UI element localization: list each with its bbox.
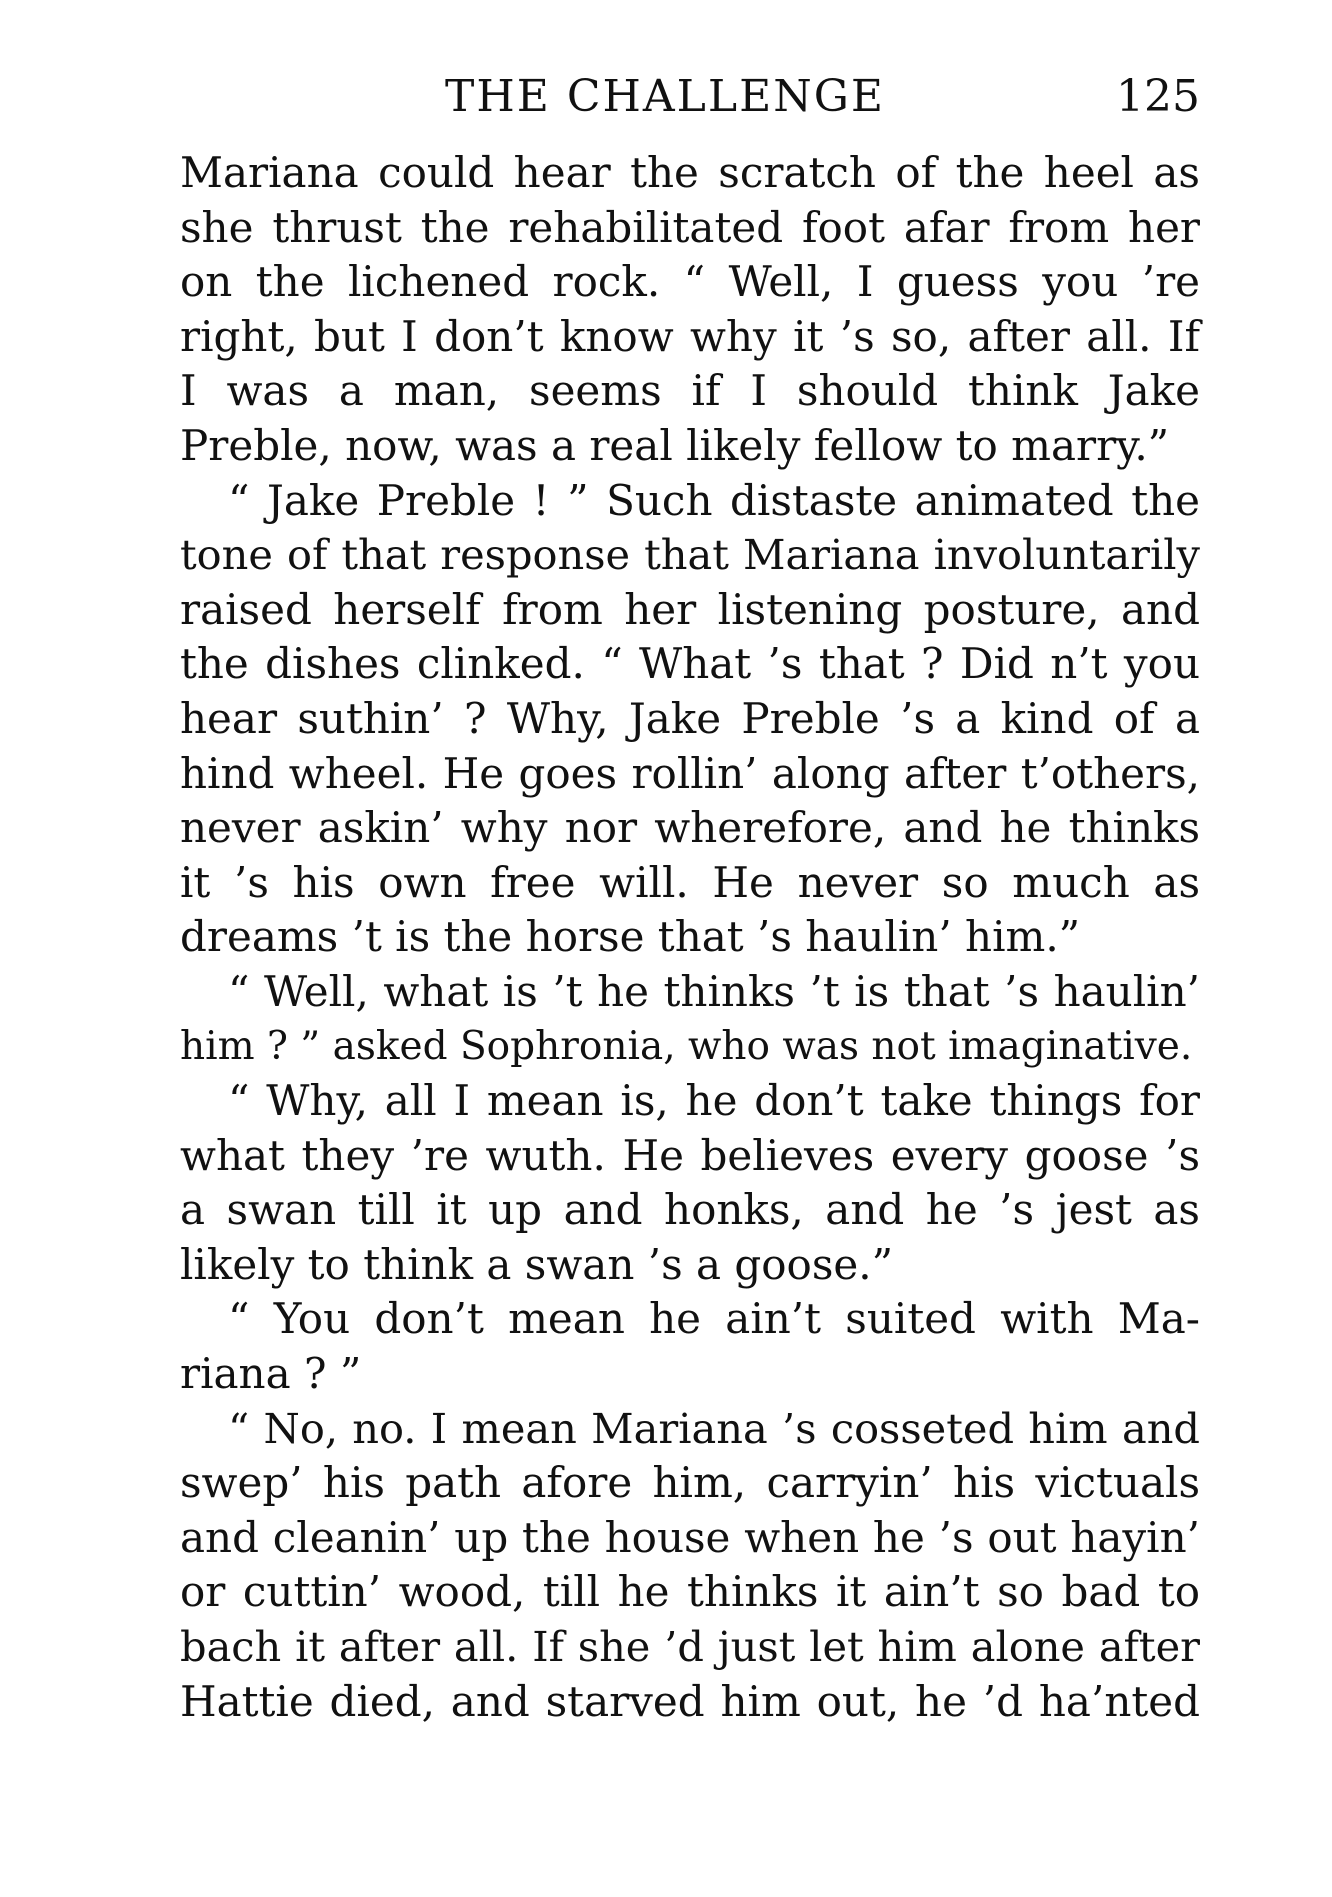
text-line: “ Jake Preble ! ” Such distaste animated the — [228, 475, 1200, 525]
text-line: “ Why, all I mean is, he don’t take things for — [228, 1076, 1200, 1126]
text-line: Preble, now, was a real likely fellow to marry.” — [180, 420, 1170, 470]
page-header — [180, 62, 1200, 132]
text-line: him ? ” asked Sophronia, who was not imaginative. — [180, 1023, 1193, 1069]
text-line: hear suthin’ ? Why, Jake Preble ’s a kind of a — [180, 693, 1200, 743]
text-line: the dishes clinked. “ What ’s that ? Did n’t you — [180, 639, 1200, 689]
text-line: what they ’re wuth. He believes every goose ’s — [180, 1130, 1200, 1180]
text-line: Mariana could hear the scratch of the heel as — [180, 148, 1200, 197]
text-line: or cuttin’ wood, till he thinks it ain’t so bad to — [180, 1567, 1200, 1617]
text-line: she thrust the rehabilitated foot afar from her — [180, 202, 1200, 252]
running-title: THE CHALLENGE — [445, 71, 885, 122]
text-line: tone of that response that Mariana involuntarily — [180, 530, 1200, 580]
text-line: “ Well, what is ’t he thinks ’t is that ’s haulin’ — [228, 966, 1200, 1016]
text-line: dreams ’t is the horse that ’s haulin’ him.” — [180, 912, 1081, 962]
text-line: I was a man, seems if I should think Jake — [180, 366, 1200, 416]
text-line: Hattie died, and starved him out, he ’d ha’nted — [180, 1676, 1200, 1726]
body-text — [180, 146, 1200, 1729]
text-line: a swan till it up and honks, and he ’s jest as — [180, 1185, 1200, 1235]
text-line: right, but I don’t know why it ’s so, after all. If — [180, 311, 1200, 361]
text-line: it ’s his own free will. He never so much as — [180, 857, 1200, 907]
text-line: riana ? ” — [180, 1349, 362, 1399]
text-line: never askin’ why nor wherefore, and he thinks — [180, 803, 1200, 853]
page-number: 125 — [1116, 71, 1200, 122]
text-line: “ No, no. I mean Mariana ’s cosseted him and — [228, 1403, 1200, 1453]
text-line: swep’ his path afore him, carryin’ his victuals — [180, 1458, 1200, 1508]
text-line: “ You don’t mean he ain’t suited with Ma- — [228, 1294, 1200, 1344]
text-line: on the lichened rock. “ Well, I guess you ’re — [180, 257, 1200, 307]
text-line: raised herself from her listening posture, and — [180, 584, 1200, 634]
text-line: likely to think a swan ’s a goose.” — [180, 1239, 894, 1289]
text-line: and cleanin’ up the house when he ’s out hayin’ — [180, 1512, 1200, 1562]
text-line: bach it after all. If she ’d just let him alone after — [180, 1622, 1200, 1672]
text-line: hind wheel. He goes rollin’ along after t’others, — [180, 748, 1200, 798]
